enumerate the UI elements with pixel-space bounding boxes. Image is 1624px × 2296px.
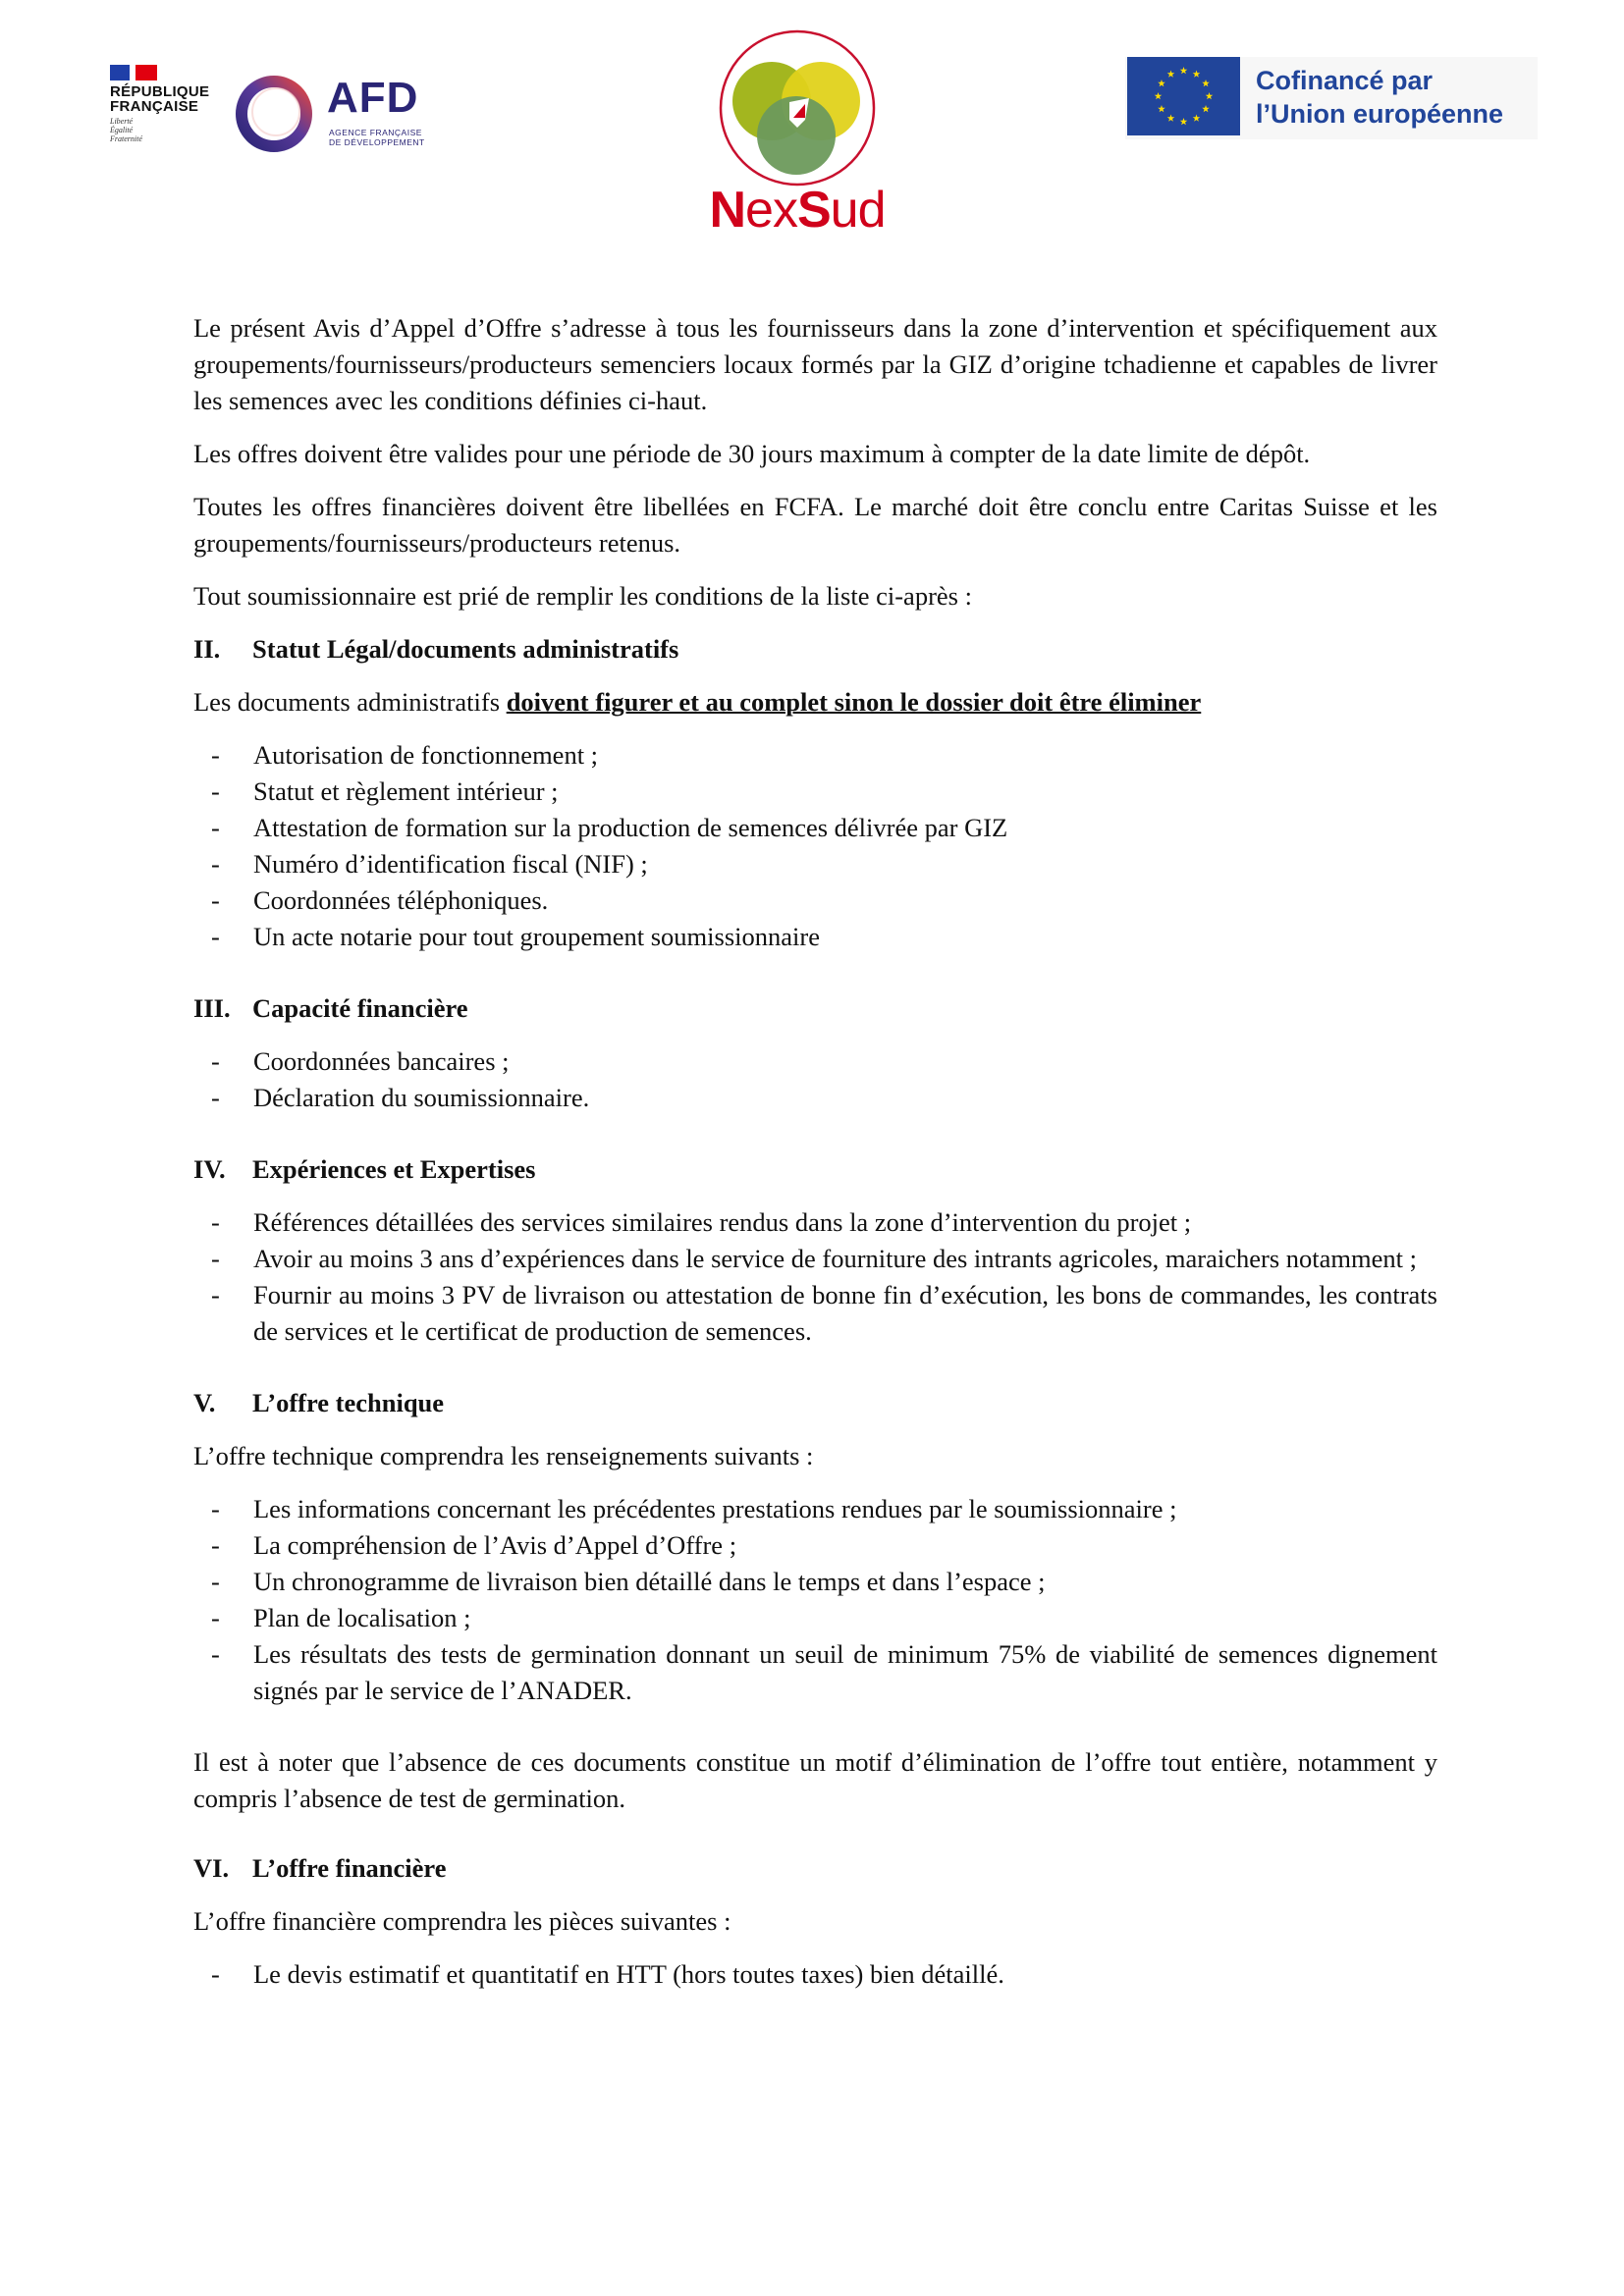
dash-bullet-icon: - bbox=[211, 1207, 220, 1237]
dash-bullet-icon: - bbox=[211, 1530, 220, 1560]
list-item-text: Les informations concernant les précédentes prestations rendues par le soumissionnaire ; bbox=[253, 1494, 1177, 1523]
list-item bbox=[193, 846, 1437, 882]
rf-name-line1: RÉPUBLIQUE bbox=[110, 83, 210, 100]
republique-francaise-logo bbox=[110, 65, 218, 143]
section-number: IV. bbox=[193, 1154, 226, 1184]
eu-cofinancing-logo bbox=[1125, 57, 1538, 139]
dash-bullet-icon: - bbox=[211, 1083, 220, 1112]
list-item-text: Le devis estimatif et quantitatif en HTT (hors toutes taxes) bien détaillé. bbox=[253, 1959, 1004, 1989]
rf-motto-3: Fraternité bbox=[110, 134, 142, 143]
list-item-text: Statut et règlement intérieur ; bbox=[253, 776, 559, 806]
elimination-note: Il est à noter que l’absence de ces documents constitue un motif d’élimination de l’offre tout entière, notamment y compris l’absence de test de germination. bbox=[193, 1747, 1437, 1813]
section-number: VI. bbox=[193, 1853, 230, 1883]
list-item-text: Avoir au moins 3 ans d’expériences dans le service de fourniture des intrants agricoles, maraichers notamment ; bbox=[253, 1244, 1417, 1273]
list-item-text: Coordonnées téléphoniques. bbox=[253, 885, 549, 915]
section-title: L’offre financière bbox=[252, 1853, 447, 1883]
list-item-text: Coordonnées bancaires ; bbox=[253, 1046, 510, 1076]
section-heading-financial-capacity bbox=[193, 990, 1437, 1027]
list-item-text: Un chronogramme de livraison bien détaillé dans le temps et dans l’espace ; bbox=[253, 1567, 1046, 1596]
dash-bullet-icon: - bbox=[211, 1494, 220, 1523]
list-financial-offer bbox=[193, 1956, 1437, 1993]
dash-bullet-icon: - bbox=[211, 776, 220, 806]
nexsud-logo bbox=[699, 29, 895, 245]
document-body bbox=[193, 310, 1437, 1993]
section-intro-plain: Les documents administratifs bbox=[193, 687, 507, 717]
section-title: Capacité financière bbox=[252, 993, 468, 1023]
dash-bullet-icon: - bbox=[211, 849, 220, 879]
dash-bullet-icon: - bbox=[211, 740, 220, 770]
section-number: III. bbox=[193, 993, 231, 1023]
list-item bbox=[193, 1043, 1437, 1080]
dash-bullet-icon: - bbox=[211, 1567, 220, 1596]
list-item-text: Attestation de formation sur la production de semences délivrée par GIZ bbox=[253, 813, 1008, 842]
section-heading-experience bbox=[193, 1151, 1437, 1188]
afd-ring-icon bbox=[234, 74, 314, 154]
section-intro: L’offre technique comprendra les renseignements suivants : bbox=[193, 1441, 814, 1470]
section-title: L’offre technique bbox=[252, 1388, 445, 1417]
list-item bbox=[193, 882, 1437, 919]
list-item bbox=[193, 1491, 1437, 1527]
list-experience bbox=[193, 1204, 1437, 1350]
list-item bbox=[193, 737, 1437, 774]
section-intro: L’offre financière comprendra les pièces suivantes : bbox=[193, 1906, 731, 1936]
list-item bbox=[193, 1564, 1437, 1600]
section-heading-technical-offer bbox=[193, 1385, 1437, 1421]
intro-paragraph-1: Le présent Avis d’Appel d’Offre s’adresse à tous les fournisseurs dans la zone d’intervention et spécifiquement aux groupements/fournisseurs/producteurs semenciers locaux formés par la GIZ d’origine tchadienne et capables de livrer les semences avec les conditions définies ci-haut. bbox=[193, 313, 1437, 415]
afd-acronym: AFD bbox=[327, 74, 419, 122]
marianne-flag-icon bbox=[110, 65, 157, 80]
list-item-text: Déclaration du soumissionnaire. bbox=[253, 1083, 590, 1112]
nexsud-s: S bbox=[796, 182, 831, 239]
section-intro bbox=[193, 684, 1437, 721]
dash-bullet-icon: - bbox=[211, 1603, 220, 1632]
dash-bullet-icon: - bbox=[211, 922, 220, 951]
list-legal-documents bbox=[193, 737, 1437, 955]
dash-bullet-icon: - bbox=[211, 1959, 220, 1989]
eu-text bbox=[1256, 64, 1503, 131]
list-item-text: Numéro d’identification fiscal (NIF) ; bbox=[253, 849, 648, 879]
nexsud-n: N bbox=[709, 182, 746, 239]
afd-subtitle-line2: DE DÉVELOPPEMENT bbox=[329, 137, 425, 147]
list-item bbox=[193, 1527, 1437, 1564]
rf-name-line2: FRANÇAISE bbox=[110, 98, 199, 115]
list-item bbox=[193, 1241, 1437, 1277]
dash-bullet-icon: - bbox=[211, 813, 220, 842]
nexsud-ud: ud bbox=[830, 182, 886, 239]
intro-paragraph-3: Toutes les offres financières doivent être libellées en FCFA. Le marché doit être conclu entre Caritas Suisse et les groupements/fournisseurs/producteurs retenus. bbox=[193, 492, 1437, 558]
section-heading-financial-offer bbox=[193, 1850, 1437, 1887]
list-technical-offer bbox=[193, 1491, 1437, 1709]
dash-bullet-icon: - bbox=[211, 1244, 220, 1273]
list-item-text: Un acte notarie pour tout groupement soumissionnaire bbox=[253, 922, 820, 951]
list-item bbox=[193, 1956, 1437, 1993]
list-item bbox=[193, 1204, 1437, 1241]
list-item-text: Plan de localisation ; bbox=[253, 1603, 471, 1632]
dash-bullet-icon: - bbox=[211, 1639, 220, 1669]
dash-bullet-icon: - bbox=[211, 1046, 220, 1076]
intro-paragraph-2: Les offres doivent être valides pour une période de 30 jours maximum à compter de la date limite de dépôt. bbox=[193, 439, 1311, 468]
list-item bbox=[193, 810, 1437, 846]
nexsud-ex: ex bbox=[745, 182, 797, 239]
list-item-text: La compréhension de l’Avis d’Appel d’Offre ; bbox=[253, 1530, 737, 1560]
eu-flag-icon bbox=[1127, 57, 1240, 135]
intro-paragraph-4: Tout soumissionnaire est prié de remplir les conditions de la liste ci-après : bbox=[193, 581, 972, 611]
nexsud-wordmark bbox=[699, 183, 895, 238]
list-item bbox=[193, 1636, 1437, 1709]
nexsud-circles-icon bbox=[699, 29, 895, 187]
afd-logo bbox=[234, 69, 445, 157]
list-item bbox=[193, 919, 1437, 955]
list-financial-capacity bbox=[193, 1043, 1437, 1116]
rf-motto-1: Liberté bbox=[110, 117, 134, 126]
list-item-text: Autorisation de fonctionnement ; bbox=[253, 740, 599, 770]
dash-bullet-icon: - bbox=[211, 1280, 220, 1309]
rf-motto-2: Égalité bbox=[110, 126, 134, 134]
list-item-text: Références détaillées des services similaires rendus dans la zone d’intervention du projet ; bbox=[253, 1207, 1192, 1237]
dash-bullet-icon: - bbox=[211, 885, 220, 915]
section-number: II. bbox=[193, 634, 221, 664]
eu-text-line1: Cofinancé par bbox=[1256, 66, 1434, 95]
afd-subtitle-line1: AGENCE FRANÇAISE bbox=[329, 128, 422, 137]
list-item bbox=[193, 1080, 1437, 1116]
section-heading-legal-status bbox=[193, 631, 1437, 667]
eu-text-line2: l’Union européenne bbox=[1256, 99, 1504, 129]
list-item bbox=[193, 774, 1437, 810]
section-title: Expériences et Expertises bbox=[252, 1154, 536, 1184]
list-item bbox=[193, 1600, 1437, 1636]
list-item-text: Les résultats des tests de germination donnant un seuil de minimum 75% de viabilité de semences dignement signés par le service de l’ANADER. bbox=[253, 1639, 1437, 1705]
section-number: V. bbox=[193, 1388, 216, 1417]
list-item-text: Fournir au moins 3 PV de livraison ou attestation de bonne fin d’exécution, les bons de commandes, les contrats de services et le certificat de production de semences. bbox=[253, 1280, 1437, 1346]
rf-motto bbox=[110, 117, 218, 143]
section-intro-emphasis: doivent figurer et au complet sinon le dossier doit être éliminer bbox=[506, 687, 1202, 717]
afd-subtitle bbox=[329, 128, 425, 147]
section-title: Statut Légal/documents administratifs bbox=[252, 634, 679, 664]
list-item bbox=[193, 1277, 1437, 1350]
